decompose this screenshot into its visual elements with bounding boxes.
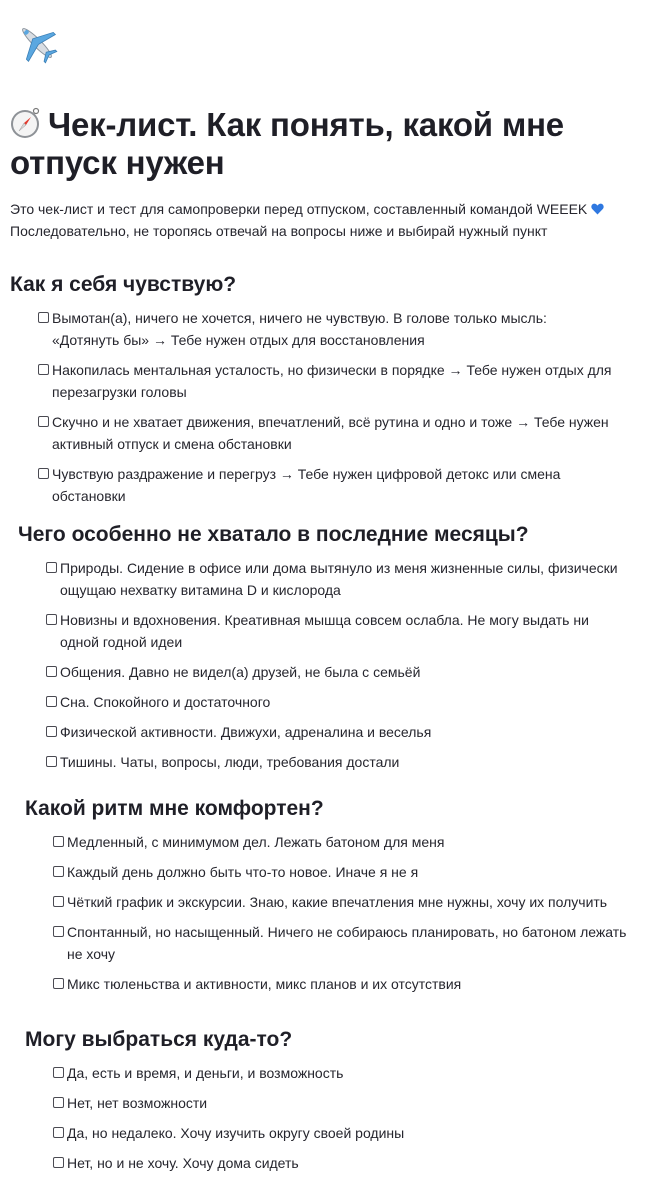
checkbox[interactable] xyxy=(46,696,57,707)
blue-heart-icon xyxy=(591,203,604,215)
checkbox[interactable] xyxy=(46,562,57,573)
checkbox[interactable] xyxy=(38,364,49,375)
checkbox[interactable] xyxy=(53,1127,64,1138)
intro-text-part2: Последовательно, не торопясь отвечай на вопросы ниже и выбирай нужный пункт xyxy=(10,223,548,239)
checklist-item[interactable]: Чёткий график и экскурсии. Знаю, какие впечатления мне нужны, хочу их получить xyxy=(53,891,633,913)
checkbox[interactable] xyxy=(53,926,64,937)
section-missing xyxy=(18,521,658,773)
checklist-item[interactable]: Скучно и не хватает движения, впечатлений, всё рутина и одно и тоже → Тебе нужен активный отпуск и смена обстановки xyxy=(38,411,618,455)
airplane-icon xyxy=(14,20,60,66)
page-title xyxy=(10,106,650,182)
checkbox[interactable] xyxy=(38,416,49,427)
checkbox[interactable] xyxy=(46,666,57,677)
checklist-item[interactable]: Общения. Давно не видел(а) друзей, не была с семьёй xyxy=(46,661,626,683)
checklist-item[interactable]: Чувствую раздражение и перегруз → Тебе нужен цифровой детокс или смена обстановки xyxy=(38,463,618,507)
section-rhythm xyxy=(25,795,663,995)
checklist-item[interactable]: Медленный, с минимумом дел. Лежать батоном для меня xyxy=(53,831,633,853)
section-heading: Как я себя чувствую? xyxy=(10,273,237,296)
checklist-item[interactable]: Новизны и вдохновения. Креативная мышца совсем ослабла. Не могу выдать ни одной годной идеи xyxy=(46,609,626,653)
checkbox[interactable] xyxy=(46,756,57,767)
intro-text xyxy=(10,198,650,242)
checklist-item[interactable]: Да, но недалеко. Хочу изучить округу своей родины xyxy=(53,1122,633,1144)
checkbox[interactable] xyxy=(53,896,64,907)
checkbox[interactable] xyxy=(53,978,64,989)
section-heading: Чего особенно не хватало в последние месяцы? xyxy=(18,523,529,546)
section-feelings xyxy=(10,271,650,507)
checkbox[interactable] xyxy=(53,866,64,877)
checklist-item[interactable]: Да, есть и время, и деньги, и возможность xyxy=(53,1062,633,1084)
checkbox[interactable] xyxy=(46,726,57,737)
section-heading: Какой ритм мне комфортен? xyxy=(25,797,324,820)
checkbox[interactable] xyxy=(38,468,49,479)
checklist-item[interactable]: Сна. Спокойного и достаточного xyxy=(46,691,626,713)
checklist-item[interactable]: Тишины. Чаты, вопросы, люди, требования достали xyxy=(46,751,626,773)
intro-text-part1: Это чек-лист и тест для самопроверки перед отпуском, составленный командой WEEEK xyxy=(10,201,588,217)
page-title-text: Чек-лист. Как понять, какой мне отпуск нужен xyxy=(10,106,564,181)
checklist-item[interactable]: Микс тюленьства и активности, микс планов и их отсутствия xyxy=(53,973,633,995)
section-heading: Могу выбраться куда-то? xyxy=(25,1028,293,1051)
checklist-item[interactable]: Каждый день должно быть что-то новое. Иначе я не я xyxy=(53,861,633,883)
checklist-item[interactable]: Природы. Сидение в офисе или дома вытянуло из меня жизненные силы, физически ощущаю нехватку витамина D и кислорода xyxy=(46,557,626,601)
checkbox[interactable] xyxy=(53,1157,64,1168)
section-travel-ability xyxy=(25,1026,663,1174)
checkbox[interactable] xyxy=(46,614,57,625)
compass-icon xyxy=(10,107,42,139)
checklist-item[interactable]: Нет, но и не хочу. Хочу дома сидеть xyxy=(53,1152,633,1174)
checkbox[interactable] xyxy=(38,312,49,323)
checkbox[interactable] xyxy=(53,1097,64,1108)
checklist-item[interactable]: Накопилась ментальная усталость, но физически в порядке → Тебе нужен отдых для перезагрузки головы xyxy=(38,359,618,403)
checklist-item[interactable]: Нет, нет возможности xyxy=(53,1092,633,1114)
checklist-item[interactable]: Физической активности. Движухи, адреналина и веселья xyxy=(46,721,626,743)
checklist-item[interactable]: Вымотан(а), ничего не хочется, ничего не чувствую. В голове только мысль: «Дотянуть бы» → Тебе нужен отдых для восстановления xyxy=(38,307,618,351)
checkbox[interactable] xyxy=(53,1067,64,1078)
checklist-item[interactable]: Спонтанный, но насыщенный. Ничего не собираюсь планировать, но батоном лежать не хочу xyxy=(53,921,633,965)
checkbox[interactable] xyxy=(53,836,64,847)
